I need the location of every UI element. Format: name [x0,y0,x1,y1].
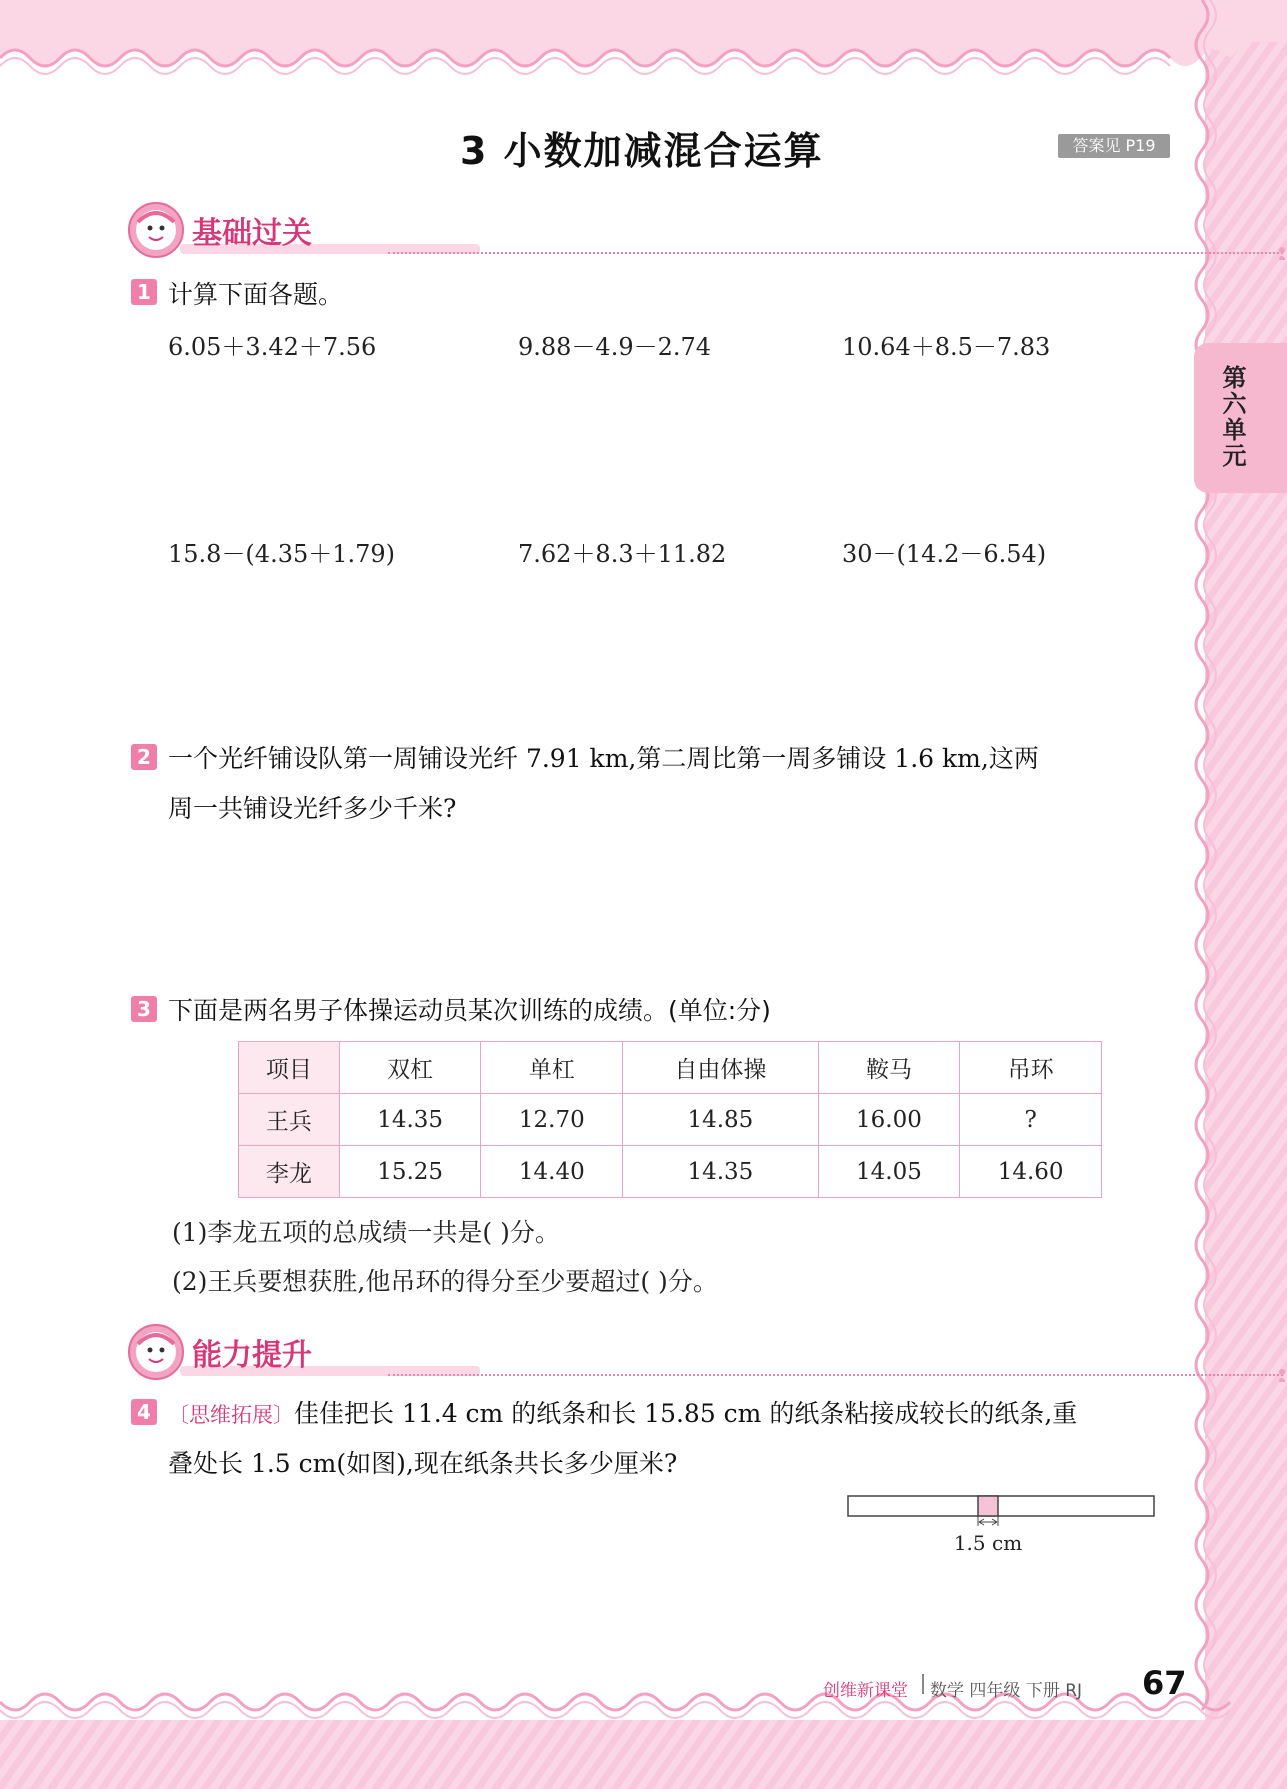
divider-dots-icon [1278,246,1287,260]
footer-meta: 数学 四年级 下册 RJ [930,1681,1083,1701]
wavy-bottom-border [0,1690,1287,1730]
section-basic [128,202,1168,262]
table-header: 双杠 [339,1042,481,1094]
mascot-icon [128,1324,184,1380]
question-tag: 〔思维拓展〕 [168,1403,294,1427]
table-header-row [239,1042,1102,1094]
table-header: 鞍马 [818,1042,960,1094]
table-cell: 王兵 [239,1094,340,1146]
question-prompt: 下面是两名男子体操运动员某次训练的成绩。(单位:分) [168,996,771,1025]
section-title: 基础过关 [192,216,312,251]
question-number: 2 [131,744,157,770]
page-number: 67 [1142,1664,1187,1702]
section-advanced [128,1324,1168,1384]
section-title: 能力提升 [192,1338,312,1373]
wavy-right-border [1190,0,1220,1720]
score-table [238,1041,1102,1198]
question-text-line: 一个光纤铺设队第一周铺设光纤 7.91 km,第二周比第一周多铺设 1.6 km,这两 [168,744,1039,773]
answer-reference-badge: 答案见 P19 [1058,134,1170,158]
expression: 9.88－4.9－2.74 [518,333,712,361]
table-row [239,1094,1102,1146]
page-title: 3 小数加减混合运算 [460,129,824,173]
table-cell: 14.35 [339,1094,481,1146]
question-text-line: 叠处长 1.5 cm(如图),现在纸条共长多少厘米? [168,1449,678,1478]
table-cell: 14.60 [960,1146,1102,1198]
paper-strip-diagram [846,1492,1166,1562]
question-text: 佳佳把长 11.4 cm 的纸条和长 15.85 cm 的纸条粘接成较长的纸条,重 [294,1399,1078,1428]
table-cell: 16.00 [818,1094,960,1146]
expression: 30－(14.2－6.54) [842,540,1047,568]
table-cell: 15.25 [339,1146,481,1198]
table-cell: ? [960,1094,1102,1146]
table-header: 吊环 [960,1042,1102,1094]
question-number: 3 [131,996,157,1022]
unit-tab-label: 第六单元 [1218,365,1246,469]
dotted-divider [388,252,1283,254]
question-number: 1 [131,279,157,305]
unit-tab [1194,343,1287,493]
table-cell: 12.70 [481,1094,623,1146]
table-cell: 14.85 [623,1094,818,1146]
table-cell: 李龙 [239,1146,340,1198]
mascot-icon [128,202,184,258]
expression: 10.64＋8.5－7.83 [842,333,1051,361]
overlap-label: 1.5 cm [953,1531,1023,1555]
table-header: 自由体操 [623,1042,818,1094]
table-header: 单杠 [481,1042,623,1094]
table-cell: 14.35 [623,1146,818,1198]
footer-divider [922,1674,924,1694]
table-cell: 14.05 [818,1146,960,1198]
footer-brand: 创维新课堂 [823,1681,908,1701]
sub-question: (1)李龙五项的总成绩一共是( )分。 [172,1218,560,1247]
question-text-line: 周一共铺设光纤多少千米? [168,794,457,823]
question-prompt: 计算下面各题。 [168,280,344,309]
table-header: 项目 [239,1042,340,1094]
sub-question: (2)王兵要想获胜,他吊环的得分至少要超过( )分。 [172,1267,718,1296]
expression: 15.8－(4.35＋1.79) [168,540,396,568]
divider-dots-icon [1278,1368,1287,1382]
question-text-line [168,1394,1077,1430]
table-cell: 14.40 [481,1146,623,1198]
table-row [239,1146,1102,1198]
dotted-divider [388,1374,1283,1376]
expression: 7.62＋8.3＋11.82 [518,540,727,568]
expression: 6.05＋3.42＋7.56 [168,333,377,361]
question-number: 4 [131,1399,157,1425]
wavy-top-border [0,0,1287,80]
